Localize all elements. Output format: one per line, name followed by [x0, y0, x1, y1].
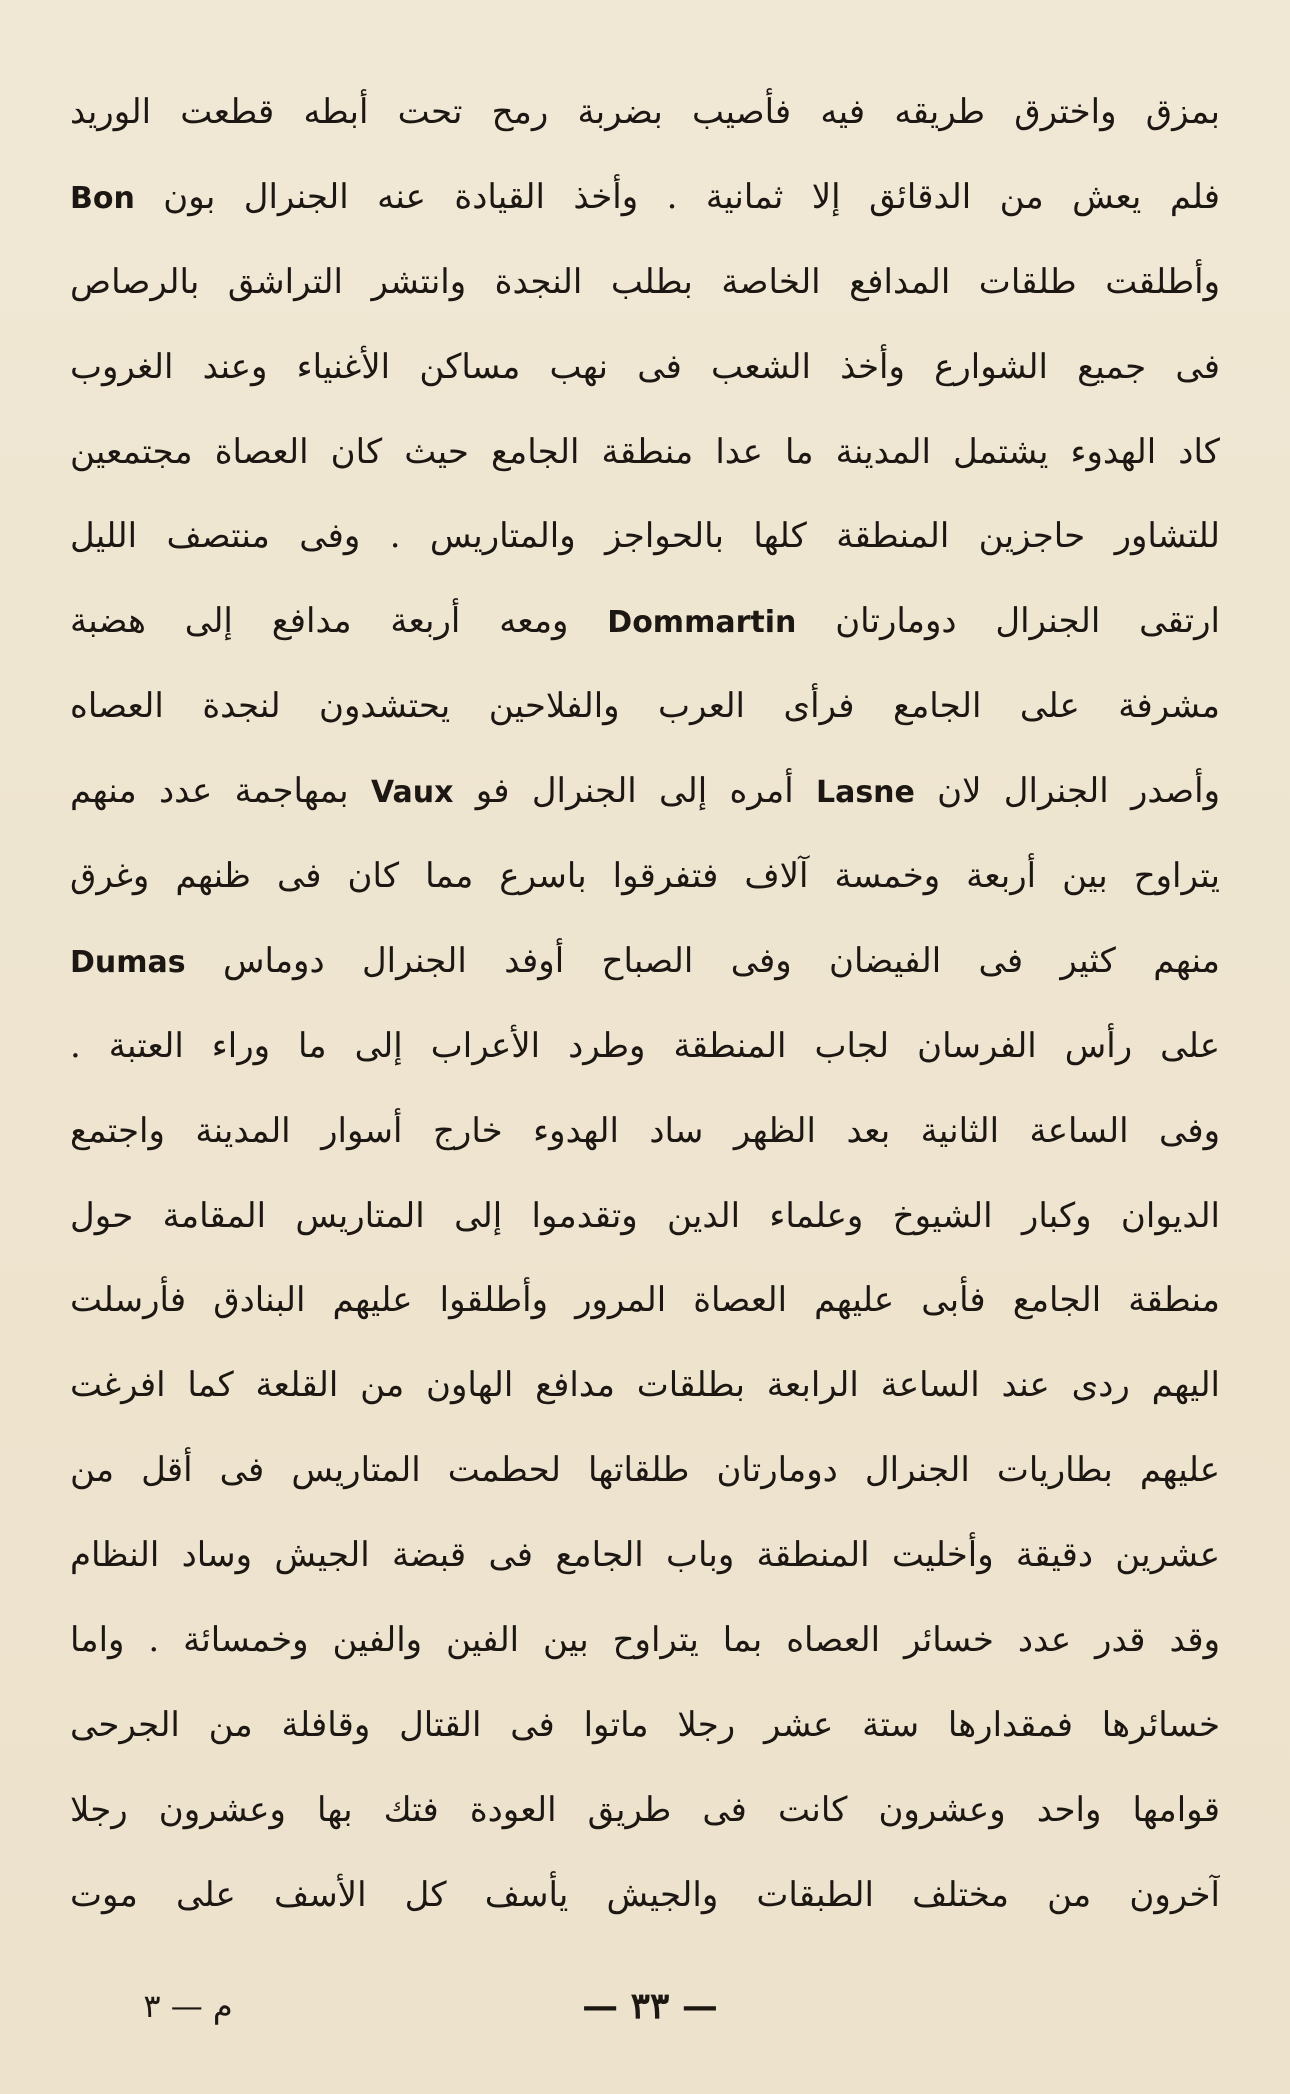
text-segment: وفى الساعة الثانية بعد الظهر ساد الهدوء خارج أسوار المدينة واجتمع	[70, 1110, 1220, 1151]
text-line	[70, 1513, 1220, 1598]
text-segment: الديوان وكبار الشيوخ وعلماء الدين وتقدموا إلى المتاريس المقامة حول	[70, 1195, 1220, 1236]
text-segment: منطقة الجامع فأبى عليهم العصاة المرور وأطلقوا عليهم البنادق فأرسلت	[70, 1280, 1220, 1321]
text-line	[70, 1683, 1220, 1768]
text-segment: وأصدر الجنرال لان	[914, 771, 1220, 812]
text-line	[70, 1174, 1220, 1259]
text-segment: على رأس الفرسان لجاب المنطقة وطرد الأعراب إلى ما وراء العتبة .	[70, 1025, 1220, 1066]
text-segment: فلم يعش من الدقائق إلا ثمانية . وأخذ القيادة عنه الجنرال بون	[134, 176, 1220, 217]
text-segment: للتشاور حاجزين المنطقة كلها بالحواجز والمتاريس . وفى منتصف الليل	[70, 516, 1220, 557]
text-line	[70, 1089, 1220, 1174]
text-segment: ومعه أربعة مدافع إلى هضبة	[70, 601, 608, 642]
page-footer	[0, 1985, 1290, 2035]
text-line	[70, 834, 1220, 919]
text-line	[70, 919, 1220, 1004]
page-number: — ٣٣ —	[582, 1985, 718, 2027]
text-line	[70, 494, 1220, 579]
text-segment: كاد الهدوء يشتمل المدينة ما عدا منطقة الجامع حيث كان العصاة مجتمعين	[70, 431, 1220, 472]
latin-name: Dommartin	[607, 605, 797, 641]
text-segment: اليهم ردى عند الساعة الرابعة بطلقات مدافع الهاون من القلعة كما افرغت	[70, 1365, 1220, 1406]
text-segment: ارتقى الجنرال دومارتان	[796, 601, 1220, 642]
latin-name: Lasne	[815, 775, 915, 811]
text-segment: يتراوح بين أربعة وخمسة آلاف فتفرقوا باسرع مما كان فى ظنهم وغرق	[70, 856, 1220, 897]
signature-mark: م — ٣	[143, 1987, 233, 2025]
text-segment: عليهم بطاريات الجنرال دومارتان طلقاتها لحطمت المتاريس فى أقل من	[70, 1450, 1220, 1491]
text-segment: بمهاجمة عدد منهم	[70, 771, 371, 812]
text-line	[70, 1258, 1220, 1343]
text-line	[70, 579, 1220, 664]
text-segment: وقد قدر عدد خسائر العصاه بما يتراوح بين الفين والفين وخمسائة . واما	[70, 1620, 1220, 1661]
text-line	[70, 1768, 1220, 1853]
text-segment: آخرون من مختلف الطبقات والجيش يأسف كل الأسف على موت	[70, 1874, 1220, 1915]
latin-name: Dumas	[70, 944, 186, 980]
text-line	[70, 749, 1220, 834]
text-segment: مشرفة على الجامع فرأى العرب والفلاحين يحتشدون لنجدة العصاه	[70, 686, 1220, 727]
text-line	[70, 664, 1220, 749]
text-line	[70, 325, 1220, 410]
text-line	[70, 1853, 1220, 1938]
text-segment: منهم كثير فى الفيضان وفى الصباح أوفد الجنرال دوماس	[185, 940, 1220, 981]
text-line	[70, 1004, 1220, 1089]
text-line	[70, 1598, 1220, 1683]
text-line	[70, 240, 1220, 325]
text-segment: أمره إلى الجنرال فو	[453, 771, 816, 812]
text-segment: خسائرها فمقدارها ستة عشر رجلا ماتوا فى القتال وقافلة من الجرحى	[70, 1704, 1220, 1745]
text-line	[70, 1428, 1220, 1513]
text-segment: قوامها واحد وعشرون كانت فى طريق العودة فتك بها وعشرون رجلا	[70, 1789, 1220, 1830]
text-segment: وأطلقت طلقات المدافع الخاصة بطلب النجدة وانتشر التراشق بالرصاص	[70, 261, 1220, 302]
text-segment: فى جميع الشوارع وأخذ الشعب فى نهب مساكن الأغنياء وعند الغروب	[70, 346, 1220, 387]
text-segment: عشرين دقيقة وأخليت المنطقة وباب الجامع فى قبضة الجيش وساد النظام	[70, 1535, 1220, 1576]
text-line	[70, 410, 1220, 495]
text-line	[70, 70, 1220, 155]
latin-name: Bon	[70, 180, 135, 216]
text-line	[70, 1343, 1220, 1428]
body-text	[70, 70, 1220, 1938]
text-segment: بمزق واخترق طريقه فيه فأصيب بضربة رمح تحت أبطه قطعت الوريد	[70, 92, 1220, 132]
text-line	[70, 155, 1220, 240]
latin-name: Vaux	[370, 775, 454, 811]
